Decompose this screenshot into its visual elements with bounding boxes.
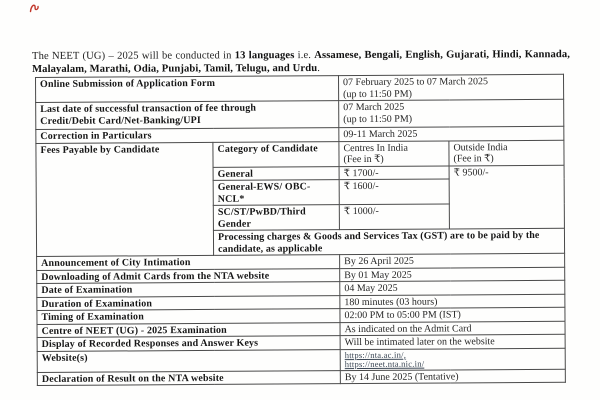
fee-category: General <box>213 166 339 180</box>
fee-amount: ₹ 1700/- <box>339 165 449 179</box>
row-fee-last-date <box>36 99 564 129</box>
row-label: Declaration of Result on the NTA website <box>37 370 340 385</box>
row-label: Correction in Particulars <box>36 128 339 143</box>
row-result-declaration <box>37 369 565 386</box>
fee-outside-amount: ₹ 9500/- <box>449 165 564 229</box>
fee-category: General-EWS/ OBC-NCL* <box>213 180 339 206</box>
fees-category-header: Category of Candidate <box>213 141 339 167</box>
row-label: Duration of Examination <box>37 295 340 310</box>
row-value: By 26 April 2025 <box>340 253 565 268</box>
row-fees-header <box>36 140 564 168</box>
row-value: 04 May 2025 <box>340 280 565 295</box>
row-label: Last date of successful transaction of fee through Credit/Debit Card/Net-Banking/UPI <box>36 101 339 130</box>
fees-centres-header: Centres In India (Fee in ₹) <box>339 140 449 166</box>
fees-payable-label: Fees Payable by Candidate <box>36 142 214 257</box>
row-value: By 14 June 2025 (Tentative) <box>340 369 565 384</box>
row-label: Timing of Examination <box>37 309 340 324</box>
intro-prefix: The NEET (UG) – 2025 will be conducted in <box>32 49 235 62</box>
fee-amount: ₹ 1600/- <box>339 179 449 205</box>
schedule-table <box>35 74 566 386</box>
row-value: By 01 May 2025 <box>340 267 565 282</box>
row-label: Centre of NEET (UG) - 2025 Examination <box>37 322 340 337</box>
fee-amount: ₹ 1000/- <box>339 204 449 230</box>
intro-languages-list: Assamese, Bengali, English, Gujarati, Hindi, Kannada, Malayalam, Marathi, Odia, Punjabi, Tamil, Telugu, and Urdu <box>32 48 571 75</box>
row-online-submission <box>36 74 564 102</box>
fee-category: SC/ST/PwBD/Third Gender <box>213 205 339 231</box>
fees-gst-note: Processing charges & Goods and Services Tax (GST) are to be paid by the candidate, as applicable <box>213 228 564 255</box>
intro-suffix: . <box>317 62 320 74</box>
row-value: As indicated on the Admit Card <box>340 321 565 336</box>
red-ink-mark <box>29 3 40 14</box>
row-value: 07 February 2025 to 07 March 2025 (up to 11:50 PM) <box>338 74 563 100</box>
fees-outside-header: Outside India (Fee in ₹) <box>449 140 564 166</box>
row-value: 02:00 PM to 05:00 PM (IST) <box>340 307 565 322</box>
nta-website-link[interactable]: https://nta.ac.in/, <box>344 349 407 360</box>
row-label: Website(s) <box>37 349 340 372</box>
intro-mid: i.e. <box>294 49 315 61</box>
row-label: Display of Recorded Responses and Answer Keys <box>37 336 340 351</box>
row-label: Date of Examination <box>37 282 340 297</box>
websites-cell <box>340 348 565 370</box>
row-value: 07 March 2025 (up to 11:50 PM) <box>339 99 564 127</box>
row-label: Online Submission of Application Form <box>36 76 339 103</box>
intro-paragraph <box>32 48 570 76</box>
row-value: Will be intimated later on the website <box>340 334 565 349</box>
row-value: 09-11 March 2025 <box>339 126 564 141</box>
row-label: Announcement of City Intimation <box>37 255 340 270</box>
neet-website-link[interactable]: https://neet.nta.nic.in/ <box>344 358 425 370</box>
intro-languages-count: 13 languages <box>234 49 295 61</box>
row-value: 180 minutes (03 hours) <box>340 294 565 309</box>
row-label: Downloading of Admit Cards from the NTA website <box>37 268 340 283</box>
